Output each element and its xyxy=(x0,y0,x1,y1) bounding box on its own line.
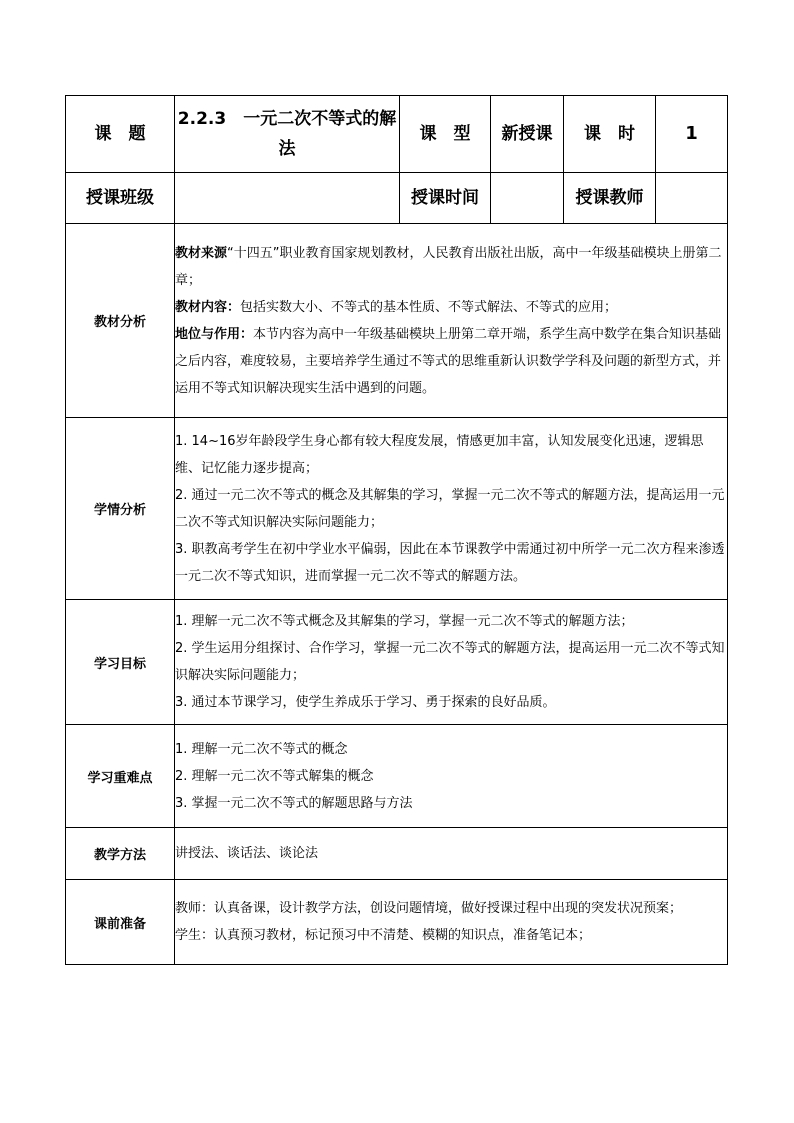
content-line: 学生：认真预习教材，标记预习中不清楚、模糊的知识点，准备笔记本； xyxy=(175,928,592,943)
content-line: 1. 理解一元二次不等式的概念 xyxy=(175,741,348,757)
content-line: 2. 通过一元二次不等式的概念及其解集的学习，掌握一元二次不等式的解题方法，提高运用一元二次不等式知识解决实际问题能力； xyxy=(175,487,725,530)
hours-label: 课 时 xyxy=(564,96,656,173)
content-line: 2. 学生运用分组探讨、合作学习，掌握一元二次不等式的解题方法，提高运用一元二次不等式知识解决实际问题能力； xyxy=(175,641,725,683)
content-text: 包括实数大小、不等式的基本性质、不等式解法、不等式的应用； xyxy=(240,299,618,315)
lesson-plan-table xyxy=(65,95,728,965)
content-line: 教师：认真备课，设计教学方法，创设问题情境，做好授课过程中出现的突发状况预案； xyxy=(175,901,683,916)
type-label: 课 型 xyxy=(400,96,491,173)
topic-value: 2.2.3 一元二次不等式的解法 xyxy=(175,96,400,173)
section-label: 课前准备 xyxy=(66,880,175,965)
teacher-value xyxy=(656,173,728,224)
content-line xyxy=(175,321,727,402)
section-row-goals xyxy=(66,600,728,725)
content-line xyxy=(175,294,727,321)
section-row-students xyxy=(66,418,728,600)
section-label: 学情分析 xyxy=(66,418,175,600)
content-line: 讲授法、谈话法、谈论法 xyxy=(175,846,319,861)
header-row-topic xyxy=(66,96,728,173)
section-label: 学习目标 xyxy=(66,600,175,725)
section-label: 学习重难点 xyxy=(66,725,175,828)
section-row-methods xyxy=(66,828,728,880)
section-content xyxy=(175,828,728,880)
content-line: 1. 14~16岁年龄段学生身心都有较大程度发展，情感更加丰富，认知发展变化迅速，逻辑思维、记忆能力逐步提高； xyxy=(175,433,704,476)
topic-label: 课 题 xyxy=(66,96,175,173)
content-key: 地位与作用： xyxy=(175,326,254,342)
header-row-class xyxy=(66,173,728,224)
section-content xyxy=(175,418,728,600)
section-label: 教材分析 xyxy=(66,224,175,418)
content-text: “十四五”职业教育国家规划教材，人民教育出版社出版，高中一年级基础模块上册第二章； xyxy=(175,245,722,288)
section-row-material xyxy=(66,224,728,418)
content-line: 2. 理解一元二次不等式解集的概念 xyxy=(175,768,374,784)
time-label: 授课时间 xyxy=(400,173,491,224)
section-row-preparation xyxy=(66,880,728,965)
content-key: 教材来源 xyxy=(175,245,228,261)
section-label: 教学方法 xyxy=(66,828,175,880)
class-label: 授课班级 xyxy=(66,173,175,224)
section-row-keypoints xyxy=(66,725,728,828)
section-content xyxy=(175,600,728,725)
content-line: 3. 掌握一元二次不等式的解题思路与方法 xyxy=(175,795,413,811)
content-text: 本节内容为高中一年级基础模块上册第二章开端，系学生高中数学在集合知识基础之后内容，难度较易，主要培养学生通过不等式的思维重新认识数学学科及问题的新型方式，并运用不等式知识解决现实生活中遇到的问题。 xyxy=(175,326,722,396)
content-line: 3. 职教高考学生在初中学业水平偏弱，因此在本节课教学中需通过初中所学一元二次方程来渗透一元二次不等式知识，进而掌握一元二次不等式的解题方法。 xyxy=(175,541,725,584)
section-content xyxy=(175,725,728,828)
class-value xyxy=(175,173,400,224)
type-value: 新授课 xyxy=(491,96,564,173)
section-content xyxy=(175,224,728,418)
content-line: 3. 通过本节课学习，使学生养成乐于学习、勇于探索的良好品质。 xyxy=(175,695,556,710)
teacher-label: 授课教师 xyxy=(564,173,656,224)
content-line xyxy=(175,240,727,294)
content-key: 教材内容： xyxy=(175,299,241,315)
section-content xyxy=(175,880,728,965)
hours-value: 1 xyxy=(656,96,728,173)
time-value xyxy=(491,173,564,224)
content-line: 1. 理解一元二次不等式概念及其解集的学习，掌握一元二次不等式的解题方法； xyxy=(175,614,634,629)
